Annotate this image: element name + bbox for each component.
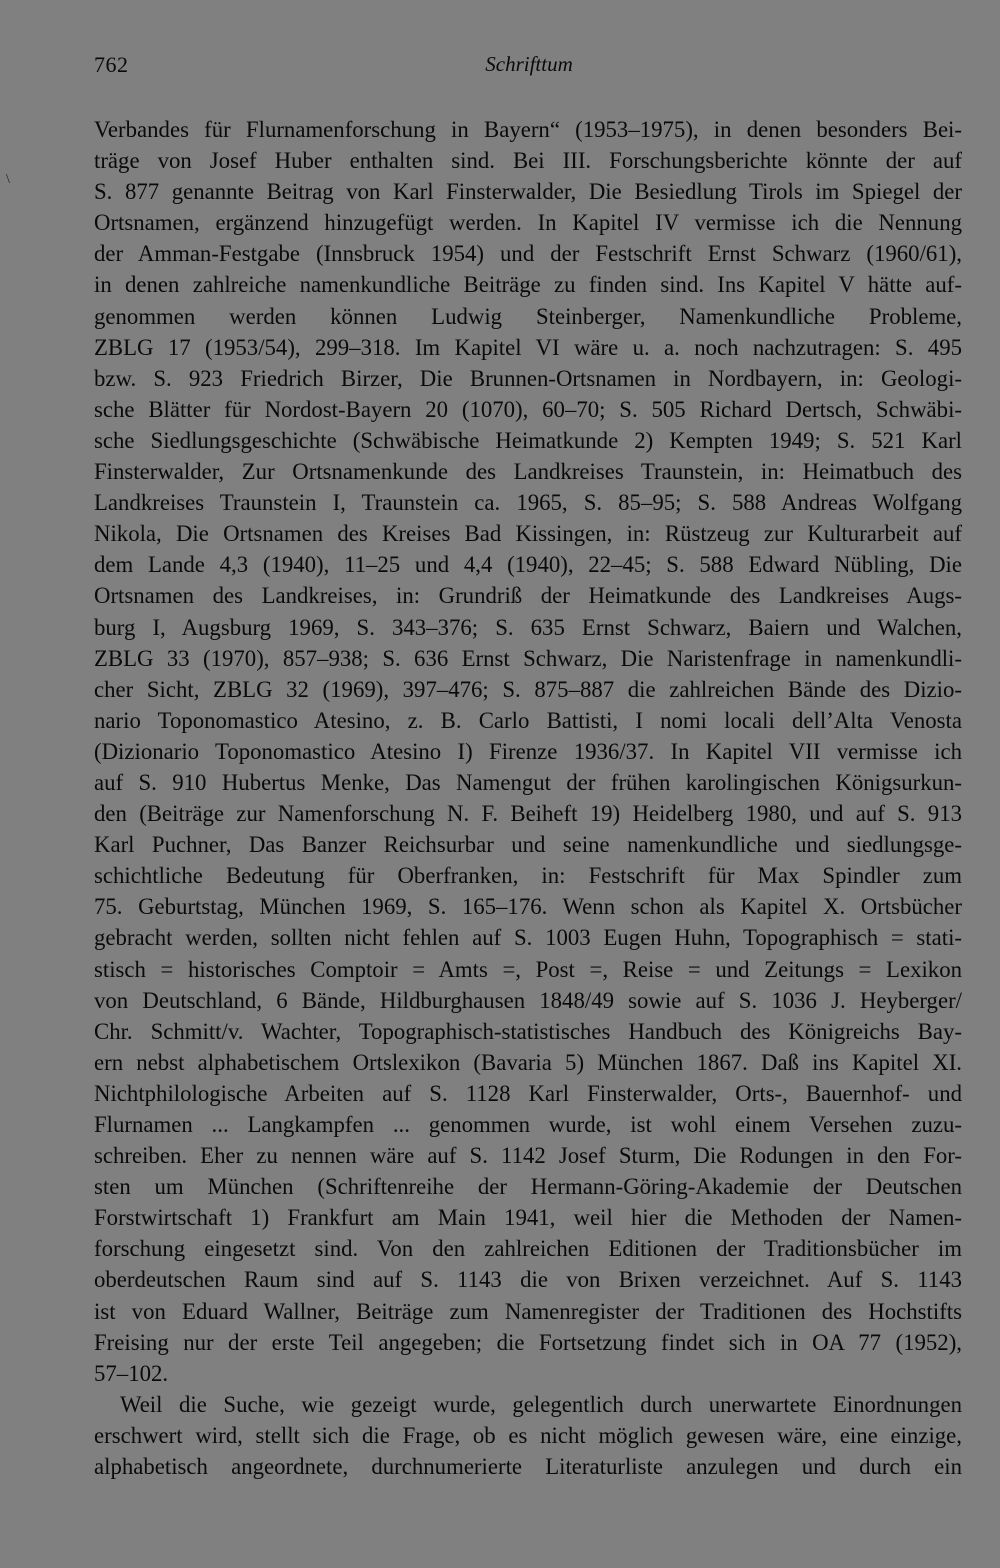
text-line: Flurnamen ... Langkampfen ... genommen wurde, ist wohl einem Versehen zuzu- (94, 1112, 962, 1137)
text-line: burg I, Augsburg 1969, S. 343–376; S. 635 Ernst Schwarz, Baiern und Walchen, (94, 614, 962, 640)
text-line: stisch = historisches Comptoir = Amts =, Post =, Reise = und Zeitungs = Lexikon (94, 956, 962, 982)
text-line: träge von Josef Huber enthalten sind. Bei III. Forschungsberichte könnte der auf (94, 148, 962, 174)
text-line: Karl Puchner, Das Banzer Reichsurbar und seine namenkundliche und siedlungsge- (94, 832, 962, 858)
text-line: auf S. 910 Hubertus Menke, Das Namengut der frühen karolingischen Königsurkun- (94, 769, 962, 795)
text-line: Nichtphilologische Arbeiten auf S. 1128 Karl Finsterwalder, Orts-, Bauernhof- und (94, 1080, 962, 1106)
text-line: (Dizionario Toponomastico Atesino I) Firenze 1936/37. In Kapitel VII vermisse ich (94, 738, 962, 764)
text-line: schreiben. Eher zu nennen wäre auf S. 1142 Josef Sturm, Die Rodungen in den For- (94, 1143, 962, 1169)
text-line: Landkreises Traunstein I, Traunstein ca. 1965, S. 85–95; S. 588 Andreas Wolfgang (94, 490, 962, 516)
text-line: Nikola, Die Ortsnamen des Kreises Bad Kissingen, in: Rüstzeug zur Kulturarbeit auf (94, 521, 962, 547)
text-line: Finsterwalder, Zur Ortsnamenkunde des Landkreises Traunstein, in: Heimatbuch des (94, 459, 962, 485)
stray-mark: \ (6, 172, 10, 187)
text-line: Weil die Suche, wie gezeigt wurde, gelegentlich durch unerwartete Einordnungen (120, 1391, 962, 1417)
text-line: 57–102. (94, 1360, 169, 1386)
text-line: den (Beiträge zur Namenforschung N. F. Beiheft 19) Heidelberg 1980, und auf S. 913 (94, 801, 962, 827)
text-line: ist von Eduard Wallner, Beiträge zum Namenregister der Traditionen des Hochstifts (94, 1298, 962, 1324)
text-line: gebracht werden, sollten nicht fehlen auf S. 1003 Eugen Huhn, Topographisch = stati- (94, 925, 962, 951)
text-line: sten um München (Schriftenreihe der Hermann-Göring-Akademie der Deutschen (94, 1174, 962, 1200)
text-line: genommen werden können Ludwig Steinberger, Namenkundliche Probleme, (94, 303, 962, 329)
text-line: von Deutschland, 6 Bände, Hildburghausen 1848/49 sowie auf S. 1036 J. Heyberger/ (94, 987, 962, 1013)
text-line: bzw. S. 923 Friedrich Birzer, Die Brunnen-Ortsnamen in Nordbayern, in: Geologi- (94, 365, 962, 391)
text-line: erschwert wird, stellt sich die Frage, ob es nicht möglich gewesen wäre, eine einzige, (94, 1422, 962, 1448)
text-line: schichtliche Bedeutung für Oberfranken, in: Festschrift für Max Spindler zum (94, 863, 962, 889)
section-title: Schrifttum (485, 52, 573, 76)
text-line: oberdeutschen Raum sind auf S. 1143 die von Brixen verzeichnet. Auf S. 1143 (94, 1267, 962, 1293)
text-line: ern nebst alphabetischem Ortslexikon (Bavaria 5) München 1867. Daß ins Kapitel XI. (94, 1049, 962, 1075)
text-line: Ortsnamen, ergänzend hinzugefügt werden. In Kapitel IV vermisse ich die Nennung (94, 210, 962, 236)
body-text (94, 114, 962, 1482)
text-line: alphabetisch angeordnete, durchnumerierte Literaturliste anzulegen und durch ein (94, 1454, 962, 1480)
text-line: S. 877 genannte Beitrag von Karl Finsterwalder, Die Besiedlung Tirols im Spiegel der (94, 179, 962, 205)
text-line: der Amman-Festgabe (Innsbruck 1954) und der Festschrift Ernst Schwarz (1960/61), (94, 241, 962, 267)
text-line: cher Sicht, ZBLG 32 (1969), 397–476; S. 875–887 die zahlreichen Bände des Dizio- (94, 676, 962, 702)
text-line: 75. Geburtstag, München 1969, S. 165–176. Wenn schon als Kapitel X. Ortsbücher (94, 894, 962, 920)
text-line: Forstwirtschaft 1) Frankfurt am Main 1941, weil hier die Methoden der Namen- (94, 1205, 962, 1231)
text-line: Freising nur der erste Teil angegeben; die Fortsetzung findet sich in OA 77 (1952), (94, 1329, 962, 1355)
text-line: nario Toponomastico Atesino, z. B. Carlo Battisti, I nomi locali dell’Alta Venosta (94, 707, 962, 733)
text-line: dem Lande 4,3 (1940), 11–25 und 4,4 (1940), 22–45; S. 588 Edward Nübling, Die (94, 552, 962, 578)
running-head (94, 52, 964, 86)
page-number: 762 (94, 52, 129, 77)
text-line: Verbandes für Flurnamenforschung in Bayern“ (1953–1975), in denen besonders Bei- (94, 117, 962, 142)
text-line: sche Siedlungsgeschichte (Schwäbische Heimatkunde 2) Kempten 1949; S. 521 Karl (94, 427, 962, 453)
text-line: ZBLG 33 (1970), 857–938; S. 636 Ernst Schwarz, Die Naristenfrage in namenkundli- (94, 645, 962, 671)
text-line: Ortsnamen des Landkreises, in: Grundriß der Heimatkunde des Landkreises Augs- (94, 583, 962, 609)
text-line: sche Blätter für Nordost-Bayern 20 (1070), 60–70; S. 505 Richard Dertsch, Schwäbi- (94, 396, 962, 422)
text-line: forschung eingesetzt sind. Von den zahlreichen Editionen der Traditionsbücher im (94, 1236, 962, 1262)
text-line: ZBLG 17 (1953/54), 299–318. Im Kapitel VI wäre u. a. noch nachzutragen: S. 495 (94, 334, 962, 360)
text-line: in denen zahlreiche namenkundliche Beiträge zu finden sind. Ins Kapitel V hätte auf- (94, 272, 962, 298)
text-line: Chr. Schmitt/v. Wachter, Topographisch-statistisches Handbuch des Königreichs Bay- (94, 1018, 962, 1044)
